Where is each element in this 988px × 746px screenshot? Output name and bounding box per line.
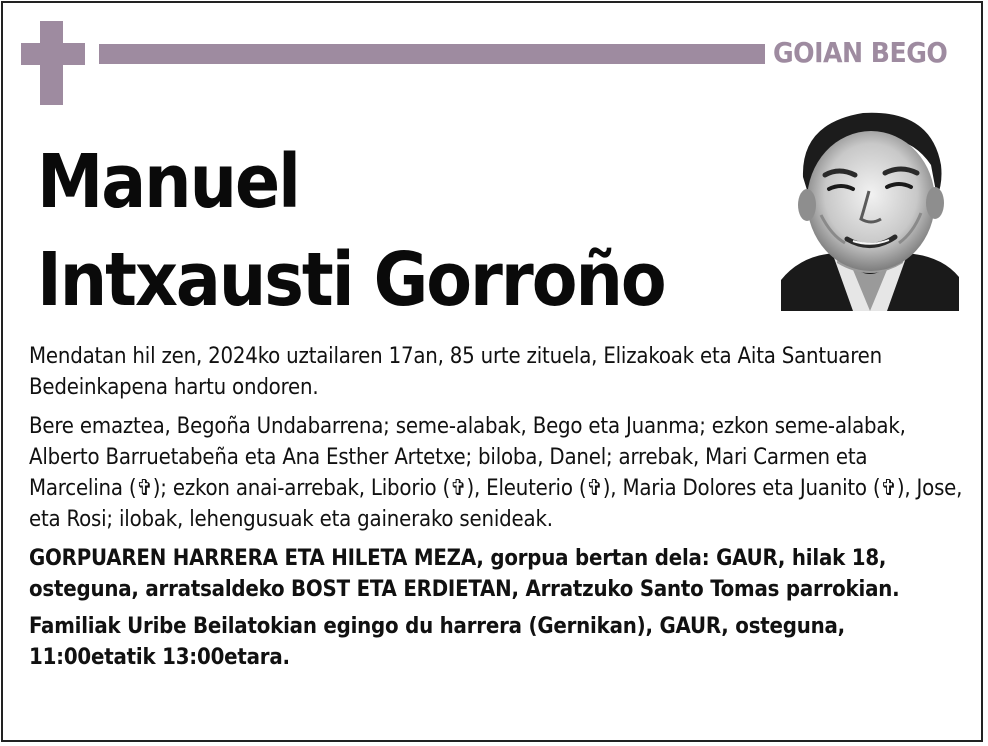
obituary-text — [29, 341, 964, 681]
obituary-frame — [1, 1, 983, 742]
header-divider-bar — [99, 44, 765, 64]
reception-notice: Familiak Uribe Beilatokian egingo du harrera (Gernikan), GAUR, osteguna, 11:00etatik 13:00etara. — [29, 614, 845, 670]
deceased-name — [37, 133, 665, 329]
latin-cross-icon — [21, 21, 85, 105]
family-list: Bere emaztea, Begoña Undabarrena; seme-alabak, Bego eta Juanma; ezkon seme-alabak, Alberto Barruetabeña eta Ana Esther Artetxe; biloba, Danel; arrebak, Mari Carmen eta Marcelina (✞); ezkon anai-arrebak, Liborio (✞), Eleuterio (✞), Maria Dolores eta Juanito (✞), Jose, eta Rosi; ilobak, lehengusuak eta gainerako senideak. — [29, 414, 963, 532]
death-announcement: Mendatan hil zen, 2024ko uztailaren 17an, 85 urte zituela, Elizakoak eta Aita Santuaren Bedeinkapena hartu ondoren. — [29, 344, 883, 400]
portrait-photo — [781, 105, 959, 311]
funeral-notice: GORPUAREN HARRERA ETA HILETA MEZA, gorpua bertan dela: GAUR, hilak 18, osteguna, arratsaldeko BOST ETA ERDIETAN, Arratzuko Santo Tomas parrokian. — [29, 546, 900, 602]
header-label: GOIAN BEGO — [773, 36, 948, 69]
first-name: Manuel — [37, 139, 299, 225]
surnames: Intxausti Gorroño — [37, 237, 665, 323]
